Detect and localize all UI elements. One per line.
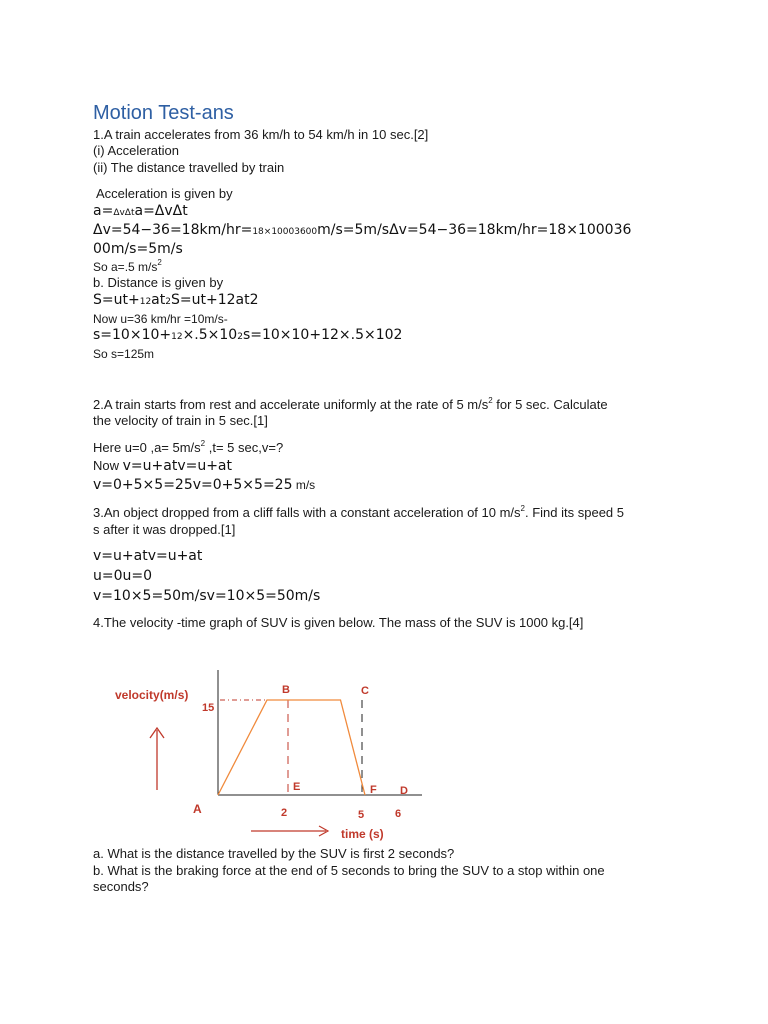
- right-arrow: [251, 826, 328, 836]
- point-label-c: C: [361, 685, 369, 697]
- text-part: 3.An object dropped from a cliff falls with a constant acceleration of 10 m/s: [93, 505, 521, 520]
- q1-dv-formula: [93, 221, 631, 242]
- q1-dv-formula-cont: 00m/s=5m/s: [93, 241, 183, 257]
- text-part: Here u=0 ,a= 5m/s: [93, 440, 201, 455]
- q1-part-i: (i) Acceleration: [93, 143, 179, 158]
- q1-now-u: Now u=36 km/hr =10m/s-: [93, 312, 228, 326]
- formula-part: v=0+5×5=25v=0+5×5=25: [93, 477, 293, 493]
- formula-part: a=ΔvΔt: [134, 203, 188, 219]
- superscript: 2: [200, 439, 206, 448]
- q4-part-b: b. What is the braking force at the end of 5 seconds to bring the SUV to a stop within one: [93, 863, 605, 878]
- text-part: . Find its speed 5: [525, 505, 624, 520]
- formula-part: s=10×10+: [93, 327, 172, 343]
- up-arrow: [150, 728, 164, 790]
- q4-part-b-cont: seconds?: [93, 879, 149, 894]
- formula-part: at: [151, 292, 166, 308]
- formula-fraction: 12: [139, 297, 152, 307]
- q1-accel-formula: [93, 202, 188, 223]
- formula-part: S=ut+12at2: [170, 292, 259, 308]
- formula-fraction: ΔvΔt: [113, 208, 135, 218]
- q1-part-ii: (ii) The distance travelled by train: [93, 160, 285, 175]
- q1-dist-intro: b. Distance is given by: [93, 275, 224, 290]
- text-part: for 5 sec. Calculate: [492, 397, 608, 412]
- formula-part: a=: [93, 203, 114, 219]
- point-label-d: D: [400, 785, 408, 797]
- text-part: Now: [93, 458, 123, 473]
- y-tick-15: 15: [202, 702, 215, 714]
- x-axis-label: time (s): [341, 827, 384, 841]
- superscript: 2: [488, 396, 493, 405]
- point-label-f: F: [370, 784, 377, 796]
- text-part: So a=.5 m/s: [93, 260, 158, 274]
- q3-line3: v=10×5=50m/sv=10×5=50m/s: [93, 588, 321, 604]
- q2-question: [93, 397, 608, 413]
- q2-question-cont: the velocity of train in 5 sec.[1]: [93, 413, 268, 428]
- formula-part: s=10×10+12×.5×102: [242, 327, 403, 343]
- formula-part: ×.5×10: [182, 327, 238, 343]
- q2-now-formula: [93, 457, 232, 476]
- document-title: Motion Test-ans: [93, 102, 234, 124]
- q1-so-a: [93, 259, 162, 275]
- velocity-time-graph: [100, 660, 440, 850]
- q3-line2: u=0u=0: [93, 568, 153, 584]
- text-part: 2.A train starts from rest and accelerate uniformly at the rate of 5 m/s: [93, 397, 489, 412]
- x-tick-6: 6: [395, 808, 402, 820]
- q1-so-s: So s=125m: [93, 347, 155, 361]
- formula-part: v=u+atv=u+at: [122, 458, 232, 474]
- q3-question-cont: s after it was dropped.[1]: [93, 522, 236, 537]
- text-part: ,t= 5 sec,v=?: [205, 440, 284, 455]
- q2-given: [93, 440, 283, 456]
- unit: m/s: [292, 478, 316, 492]
- formula-part: S=ut+: [93, 292, 140, 308]
- q1-s-calc: [93, 326, 402, 347]
- formula-fraction: 18×10003600: [252, 227, 318, 237]
- q4-question: 4.The velocity -time graph of SUV is given below. The mass of the SUV is 1000 kg.[4]: [93, 615, 584, 630]
- q2-v-calc: [93, 476, 315, 495]
- formula-part: Δv=54−36=18km/hr=: [93, 222, 253, 238]
- formula-exponent: 2: [237, 332, 243, 342]
- q3-line1: v=u+atv=u+at: [93, 548, 203, 564]
- x-tick-5: 5: [358, 809, 365, 821]
- superscript: 2: [520, 504, 525, 513]
- q1-question: 1.A train accelerates from 36 km/h to 54 km/h in 10 sec.[2]: [93, 127, 429, 142]
- formula-fraction: 12: [171, 332, 183, 342]
- q4-part-a: a. What is the distance travelled by the SUV is first 2 seconds?: [93, 846, 455, 861]
- q1-accel-intro: Acceleration is given by: [96, 186, 233, 201]
- q3-question: [93, 505, 624, 521]
- superscript: 2: [157, 258, 162, 267]
- formula-exponent: 2: [165, 297, 171, 307]
- q1-s-formula: [93, 291, 258, 312]
- point-label-e: E: [293, 781, 301, 793]
- point-label-b: B: [282, 684, 290, 696]
- y-axis-label: velocity(m/s): [115, 688, 189, 702]
- velocity-line: [218, 700, 365, 795]
- point-label-a: A: [193, 802, 202, 816]
- formula-part: m/s=5m/sΔv=54−36=18km/hr=18×100036: [317, 222, 632, 238]
- x-tick-2: 2: [281, 807, 288, 819]
